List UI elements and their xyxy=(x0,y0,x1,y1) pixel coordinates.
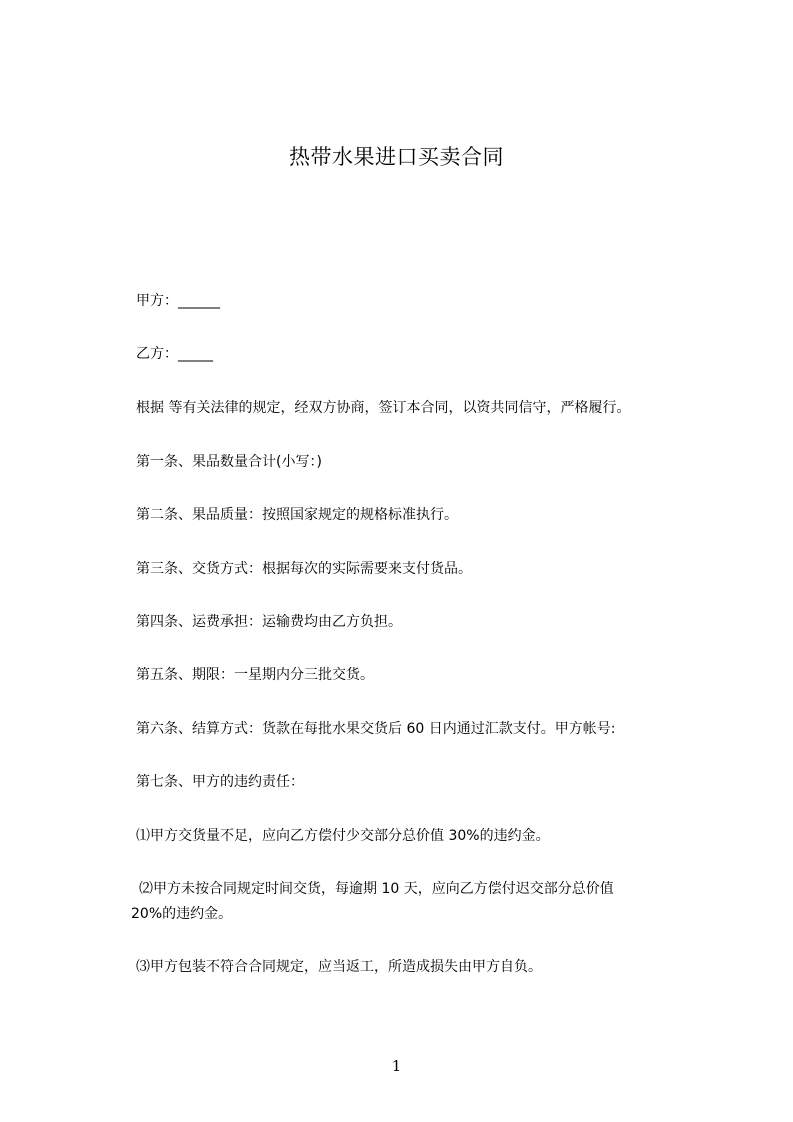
clause-1: ⑴甲方交货量不足，应向乙方偿付少交部分总价值 30%的违约金。 xyxy=(136,828,550,844)
document-title: 热带水果进口买卖合同 xyxy=(289,145,504,169)
party-b-line: 乙方：_____ xyxy=(136,346,213,362)
article-6: 第六条、结算方式：货款在每批水果交货后 60 日内通过汇款支付。甲方帐号: xyxy=(136,721,616,737)
article-2: 第二条、果品质量：按照国家规定的规格标准执行。 xyxy=(136,507,458,523)
article-7: 第七条、甲方的违约责任： xyxy=(136,774,304,790)
clause-2-continuation: 20%的违约金。 xyxy=(131,906,233,922)
clause-2: ⑵甲方未按合同规定时间交货，每逾期 10 天，应向乙方偿付迟交部分总价值 xyxy=(139,881,614,897)
article-4: 第四条、运费承担：运输费均由乙方负担。 xyxy=(136,614,402,630)
article-5: 第五条、期限：一星期内分三批交货。 xyxy=(136,667,374,683)
page-number: 1 xyxy=(391,1057,402,1075)
clause-3: ⑶甲方包装不符合合同规定，应当返工，所造成损失由甲方自负。 xyxy=(136,959,542,975)
intro-paragraph: 根据 等有关法律的规定，经双方协商，签订本合同，以资共同信守，严格履行。 xyxy=(136,400,631,416)
article-1: 第一条、果品数量合计(小写：) xyxy=(136,454,322,470)
party-a-line: 甲方：______ xyxy=(136,293,220,309)
article-3: 第三条、交货方式：根据每次的实际需要来支付货品。 xyxy=(136,561,472,577)
